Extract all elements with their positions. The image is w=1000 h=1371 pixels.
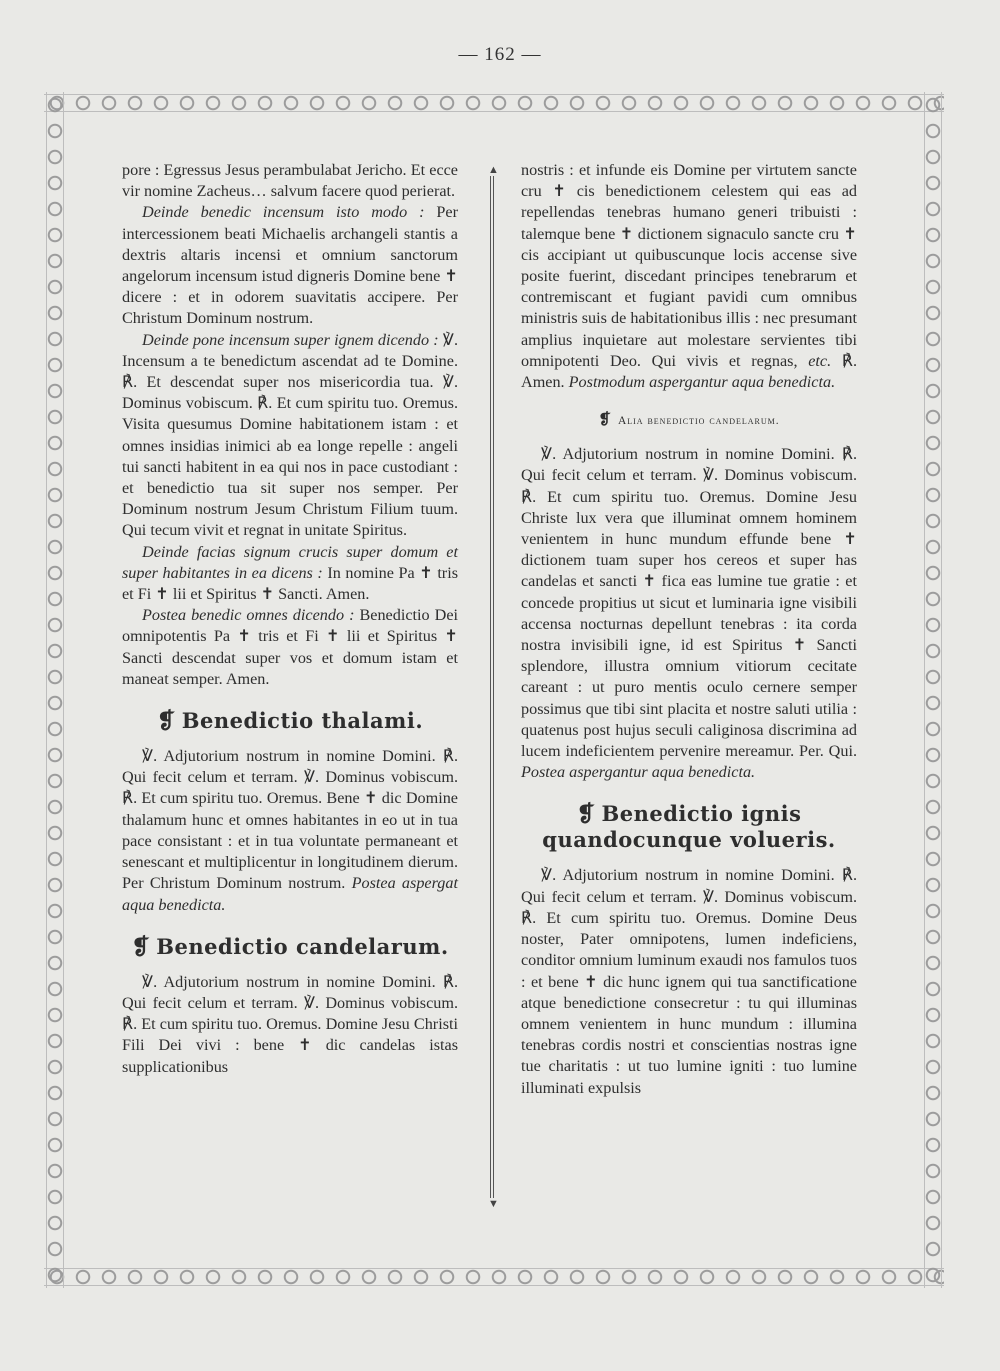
- border-top: [44, 92, 944, 114]
- text: ℣. Adjutorium nostrum in nomine Domini. ℟. Qui fecit celum et terram. ℣. Dominus vobiscum. ℟. Et cum spiritu tuo. Oremus. Bene ✝ dic Domine thalamum hunc et omnes habitantes in eo ut in tua pace consistant : et in tua voluntate permaneant et senescant et multiplicentur in longitudinem dierum. Per Christum Dominum nostrum.: [122, 747, 458, 893]
- page-number: — 162 —: [458, 44, 542, 65]
- pilcrow-icon: ❡: [576, 801, 596, 828]
- rubric: Deinde facias signum crucis super domum et super habitantes in ea dicens :: [122, 542, 458, 582]
- paragraph: ℣. Adjutorium nostrum in nomine Domini. ℟. Qui fecit celum et terram. ℣. Dominus vobiscum. ℟. Et cum spiritu tuo. Oremus. Domine Jesu Christi Fili Dei vivi : bene ✝ dic candelas istas supplicationibus: [122, 972, 458, 1076]
- section-heading: [521, 801, 857, 853]
- paragraph: [122, 746, 458, 916]
- paragraph: ℣. Adjutorium nostrum in nomine Domini. ℟. Qui fecit celum et terram. ℣. Dominus vobiscum. ℟. Et cum spiritu tuo. Oremus. Domine Deus noster, Pater omnipotens, lumen indeficiens, conditor omnium luminum exaudi nos famulos tuos : et bene ✝ dic hunc ignem qui tua sanctificatione atque benedictione consecretur : tu qui illuminas omnem venientem in hunc mundum : illumina tenebras cordis nostri et conscientias nostras igne tue charitatis : ut tuo lumine igniti : tuo lumine illuminati expulsis: [521, 866, 857, 1097]
- text: ℟. Amen.: [521, 351, 857, 392]
- rubric: etc.: [808, 351, 832, 370]
- heading-text: Benedictio thalami.: [181, 708, 424, 734]
- paragraph: [122, 542, 458, 606]
- border-right: [922, 92, 944, 1288]
- paragraph: [122, 605, 458, 690]
- pilcrow-icon: ❡: [598, 412, 612, 429]
- heading-text: Benedictio ignis quandocunque volueris.: [542, 801, 836, 853]
- left-column: [122, 160, 458, 1078]
- pilcrow-icon: ❡: [131, 933, 151, 960]
- rubric: Postea benedic omnes dicendo :: [142, 606, 355, 625]
- heading-text: Benedictio candelarum.: [156, 933, 449, 959]
- text: Benedictio Dei omnipotentis Pa ✝ tris et Fi ✝ lii et Spiritus ✝ Sancti descendat super vos et domum istam et maneat semper. Amen.: [122, 606, 459, 688]
- rubric: Postea aspergantur aqua benedicta.: [521, 763, 756, 782]
- divider-line: [490, 176, 494, 1198]
- text: In nomine Pa ✝ tris et Fi ✝ lii et Spiritus ✝ Sancti. Amen.: [122, 563, 458, 604]
- border-left: [44, 92, 66, 1288]
- text: ℣. Incensum a te benedictum ascendat ad te Domine. ℟. Et descendat super nos misericordia tua. ℣. Dominus vobiscum. ℟. Et cum spiritu tuo. Oremus. Visita quesumus Domine habitationem istam : et omnes insidias inimici ab ea longe repelle : angeli tui sancti habitent in ea qui nos in pace custodiant : et benedictio tua sit super nos semper. Per Dominum nostrum Jesum Christum Filium tuum. Qui tecum vivit et regnat in unitate Spiritus.: [122, 330, 459, 540]
- border-bottom: [44, 1266, 944, 1288]
- paragraph: [521, 160, 857, 393]
- section-heading: [122, 934, 458, 960]
- text: nostris : et infunde eis Domine per virtutem sancte cru ✝ cis benedictionem celestem qui eas ad repellendas tenebras humano generi tribuisti : talemque bene ✝ dictionem signaculo sancte cru ✝ cis accipiant ut quibuscunque locis accense sive posite fuerint, discedant principes tenebrarum et contremiscant et fugiant pavidi cum omnibus ministris suis de habitationibus illis : nec presumant amplius inquietare aut molestare servientes tibi omnipotenti Deo. Qui vivis et regnas,: [521, 161, 857, 370]
- rubric: Deinde benedic incensum isto modo :: [142, 203, 425, 222]
- heading-text: Alia benedictio candelarum.: [617, 415, 780, 428]
- right-column: [521, 160, 857, 1099]
- divider-top-icon: ▲: [488, 164, 499, 176]
- paragraph: [122, 202, 458, 329]
- divider-bottom-icon: ▼: [488, 1198, 499, 1210]
- rubric: Deinde pone incensum super ignem dicendo :: [142, 330, 439, 349]
- section-heading: [521, 407, 857, 434]
- paragraph: [122, 330, 458, 542]
- section-heading: [122, 708, 458, 734]
- pilcrow-icon: ❡: [156, 708, 176, 735]
- paragraph: pore : Egressus Jesus perambulabat Jericho. Et ecce vir nomine Zacheus… salvum facere quod perierat.: [122, 161, 458, 201]
- paragraph: [521, 444, 857, 783]
- text: ℣. Adjutorium nostrum in nomine Domini. ℟. Qui fecit celum et terram. ℣. Dominus vobiscum. ℟. Et cum spiritu tuo. Oremus. Domine Jesu Christe lux vera que illuminat omnem hominem venientem in hunc mundum effunde bene ✝ dictionem tuam super hos cereos et super has candelas et sancti ✝ fica eas lumine tue gratie : et concede propitius ut sicut et luminaria igne visibili accensa nocturnas depellunt tenebras : ita corda nostra invisibili igne, id est Spiritus ✝ Sancti splendore, illustra omnium vitiorum cecitate careant : ut puro mentis oculo cernere semper possimus que tibi sint placita et nostre saluti utilia : quatenus post hujus seculi caliginosa discrimina ad lucem indeficientem pervenire mereamur. Per. Qui.: [521, 445, 857, 761]
- text: Per intercessionem beati Michaelis archangeli stantis a dextris altaris incensi et omnium sanctorum angelorum incensum istud digneris Domine bene ✝ dicere : et in odorem suavitatis accipere. Per Christum Dominum nostrum.: [122, 203, 459, 328]
- rubric: Postmodum aspergantur aqua benedicta.: [568, 373, 836, 392]
- column-divider: [488, 164, 499, 1210]
- rubric: Postea aspergat aqua benedicta.: [122, 874, 458, 914]
